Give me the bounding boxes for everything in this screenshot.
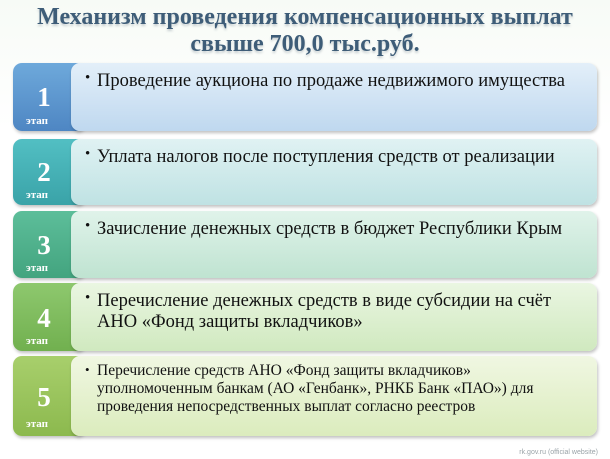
stage-5-label: этап <box>26 418 48 430</box>
stage-3-number: 3 <box>37 230 51 260</box>
stage-1 <box>13 63 597 131</box>
stage-1-label: этап <box>26 115 48 127</box>
stage-4-number: 4 <box>37 303 51 333</box>
title-line-1: Механизм проведения компенсационных выплат <box>37 4 573 30</box>
stage-5-box <box>71 356 597 436</box>
stage-2-number: 2 <box>37 157 51 187</box>
stage-2-text: Уплата налогов после поступления средств от реализации <box>97 147 555 167</box>
stage-3 <box>13 211 597 278</box>
stage-5-bullet: • <box>85 362 90 377</box>
title-line-2: свыше 700,0 тыс.руб. <box>190 31 420 57</box>
stage-4-label: этап <box>26 335 48 347</box>
stage-4-text: Перечисление денежных средств в виде субсидии на счёт АНО «Фонд защиты вкладчиков» <box>97 291 552 332</box>
stage-2-box <box>71 139 597 205</box>
stage-1-text: Проведение аукциона по продаже недвижимого имущества <box>97 71 565 91</box>
stage-2-bullet: • <box>85 146 91 162</box>
stage-3-text: Зачисление денежных средств в бюджет Республики Крым <box>97 219 563 239</box>
stage-5-number: 5 <box>37 382 51 412</box>
stage-3-label: этап <box>26 262 48 274</box>
slide-title <box>0 4 610 58</box>
stage-5 <box>13 356 597 436</box>
watermark: rk.gov.ru (official website) <box>519 449 598 456</box>
stage-4-bullet: • <box>85 290 91 306</box>
stage-1-box <box>71 63 597 131</box>
stage-2 <box>13 139 597 205</box>
stage-3-bullet: • <box>85 218 91 234</box>
stage-4 <box>13 283 597 351</box>
stage-1-number: 1 <box>37 82 51 112</box>
stage-4-box <box>71 283 597 351</box>
stage-2-label: этап <box>26 189 48 201</box>
stage-3-box <box>71 211 597 278</box>
stage-1-bullet: • <box>85 70 91 86</box>
stage-5-text: Перечисление средств АНО «Фонд защиты вкладчиков» уполномоченным банкам (АО «Генбанк», РНКБ Банк «ПАО») для проведения непосредственных выплат согласно реестров <box>97 362 534 415</box>
